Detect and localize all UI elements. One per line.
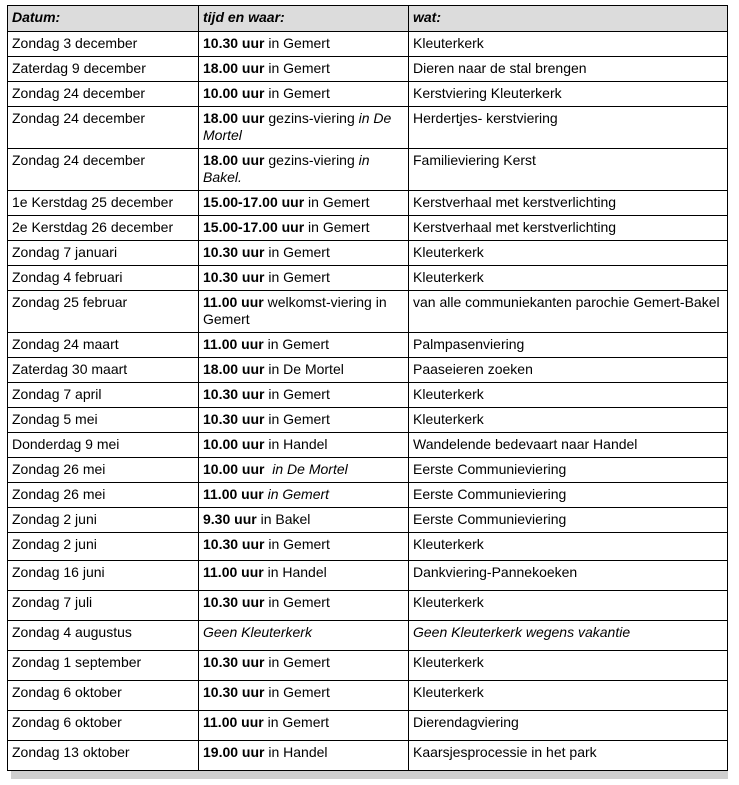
place-text: in Gemert	[263, 336, 330, 352]
table-row	[8, 241, 728, 266]
place-text: welkomst-viering in Gemert	[203, 294, 391, 327]
what-text: Kleuterkerk	[413, 269, 484, 285]
what-cell	[409, 681, 728, 711]
time-text: 18.00 uur	[203, 110, 265, 126]
time-place-cell	[199, 216, 409, 241]
what-cell	[409, 533, 728, 561]
what-text: Kerstverhaal met kerstverlichting	[413, 194, 617, 210]
place-text: in Gemert	[264, 411, 330, 427]
header-datum: Datum:	[8, 6, 199, 32]
place-text: gezins-viering	[264, 110, 359, 126]
what-cell	[409, 561, 728, 591]
table-row	[8, 483, 728, 508]
time-place-cell	[199, 651, 409, 681]
date-cell: Zaterdag 30 maart	[8, 358, 199, 383]
what-cell	[409, 383, 728, 408]
header-tijd-en-waar: tijd en waar:	[199, 6, 409, 32]
table-row	[8, 433, 728, 458]
what-cell	[409, 107, 728, 149]
time-text: 10.30 uur	[203, 411, 265, 427]
table-row	[8, 107, 728, 149]
time-text: 18.00 uur	[203, 152, 265, 168]
schedule-table	[7, 5, 728, 771]
table-row	[8, 591, 728, 621]
time-text: 18.00 uur	[203, 60, 265, 76]
table-row	[8, 383, 728, 408]
what-text: Palmpasenviering	[413, 336, 525, 352]
table-row	[8, 621, 728, 651]
place-italic-text: in De Mortel	[203, 110, 392, 143]
place-text: in Gemert	[304, 219, 370, 235]
what-text: Paaseieren zoeken	[413, 361, 533, 377]
table-row	[8, 291, 728, 333]
date-cell: Zondag 26 mei	[8, 483, 199, 508]
what-cell	[409, 651, 728, 681]
what-text: Eerste Communieviering	[413, 486, 567, 502]
time-place-cell	[199, 333, 409, 358]
place-text: in Gemert	[264, 85, 330, 101]
what-cell	[409, 333, 728, 358]
table-row	[8, 408, 728, 433]
table-row	[8, 32, 728, 57]
what-cell	[409, 711, 728, 741]
place-text: in Bakel	[256, 511, 311, 527]
date-cell: Zondag 1 september	[8, 651, 199, 681]
place-text: in Handel	[263, 564, 327, 580]
time-place-cell	[199, 408, 409, 433]
table-row	[8, 82, 728, 107]
what-cell	[409, 291, 728, 333]
what-cell	[409, 358, 728, 383]
place-text: in Gemert	[264, 684, 330, 700]
what-text: van alle communiekanten parochie Gemert-Bakel	[413, 294, 720, 310]
table-row	[8, 508, 728, 533]
time-text: 11.00 uur	[203, 714, 264, 730]
what-text: Kleuterkerk	[413, 244, 484, 260]
time-place-cell	[199, 591, 409, 621]
time-place-cell	[199, 433, 409, 458]
what-text: Dieren naar de stal brengen	[413, 60, 587, 76]
time-text: 15.00-17.00 uur	[203, 194, 305, 210]
time-place-cell	[199, 32, 409, 57]
what-text: Familieviering Kerst	[413, 152, 536, 168]
place-text: in Gemert	[264, 536, 330, 552]
time-place-cell	[199, 266, 409, 291]
what-cell	[409, 82, 728, 107]
table-row	[8, 681, 728, 711]
time-text: 10.30 uur	[203, 654, 265, 670]
table-row	[8, 191, 728, 216]
time-place-cell	[199, 458, 409, 483]
what-cell	[409, 32, 728, 57]
time-place-cell	[199, 741, 409, 771]
what-text: Kaarsjesprocessie in het park	[413, 744, 597, 760]
time-place-cell	[199, 358, 409, 383]
time-text: 10.00 uur	[203, 85, 265, 101]
header-wat: wat:	[409, 6, 728, 32]
time-text: 10.30 uur	[203, 594, 265, 610]
table-row	[8, 333, 728, 358]
what-text: Kerstverhaal met kerstverlichting	[413, 219, 617, 235]
time-place-cell	[199, 383, 409, 408]
header-row	[8, 6, 728, 32]
table-row	[8, 741, 728, 771]
what-text: Kleuterkerk	[413, 35, 484, 51]
what-cell	[409, 741, 728, 771]
what-cell	[409, 241, 728, 266]
table-row	[8, 149, 728, 191]
what-text: Kleuterkerk	[413, 684, 484, 700]
date-cell: 1e Kerstdag 25 december	[8, 191, 199, 216]
time-text: 11.00 uur	[203, 564, 264, 580]
table-row	[8, 458, 728, 483]
place-text: in Handel	[264, 436, 328, 452]
what-cell	[409, 191, 728, 216]
time-text: 11.00 uur	[203, 294, 264, 310]
place-text: gezins-viering	[264, 152, 359, 168]
time-text: 10.30 uur	[203, 35, 265, 51]
place-text: in Gemert	[264, 35, 330, 51]
place-italic-text: Geen Kleuterkerk	[203, 624, 312, 640]
what-cell	[409, 621, 728, 651]
date-cell: Zondag 7 juli	[8, 591, 199, 621]
date-cell: Zondag 26 mei	[8, 458, 199, 483]
what-cell	[409, 508, 728, 533]
what-text: Kerstviering Kleuterkerk	[413, 85, 562, 101]
time-place-cell	[199, 561, 409, 591]
date-cell: Zondag 24 maart	[8, 333, 199, 358]
time-place-cell	[199, 533, 409, 561]
date-cell: Zondag 2 juni	[8, 508, 199, 533]
date-cell: Zondag 13 oktober	[8, 741, 199, 771]
date-cell: Zondag 5 mei	[8, 408, 199, 433]
place-text: in Gemert	[264, 654, 330, 670]
table-row	[8, 533, 728, 561]
time-text: 10.30 uur	[203, 269, 265, 285]
time-place-cell	[199, 57, 409, 82]
time-text: 11.00 uur	[203, 486, 264, 502]
time-text: 10.00 uur	[203, 461, 265, 477]
time-place-cell	[199, 107, 409, 149]
table-row	[8, 711, 728, 741]
time-place-cell	[199, 508, 409, 533]
date-cell: Zondag 6 oktober	[8, 681, 199, 711]
what-text: Herdertjes- kerstviering	[413, 110, 558, 126]
date-cell: Zondag 4 augustus	[8, 621, 199, 651]
table-row	[8, 358, 728, 383]
place-text: in Gemert	[264, 60, 330, 76]
table-row	[8, 216, 728, 241]
what-text: Eerste Communieviering	[413, 511, 567, 527]
date-cell: Zondag 4 februari	[8, 266, 199, 291]
table-row	[8, 57, 728, 82]
time-text: 11.00 uur	[203, 336, 264, 352]
place-text: in Gemert	[264, 269, 330, 285]
place-text: in Gemert	[264, 594, 330, 610]
what-cell	[409, 458, 728, 483]
time-place-cell	[199, 711, 409, 741]
what-text: Eerste Communieviering	[413, 461, 567, 477]
time-text: 18.00 uur	[203, 361, 265, 377]
what-text: Dankviering-Pannekoeken	[413, 564, 578, 580]
what-text: Kleuterkerk	[413, 594, 484, 610]
table-row	[8, 651, 728, 681]
what-cell	[409, 408, 728, 433]
table-row	[8, 561, 728, 591]
place-text: in Gemert	[304, 194, 370, 210]
date-cell: Zondag 6 oktober	[8, 711, 199, 741]
date-cell: Zondag 7 januari	[8, 241, 199, 266]
what-italic-text: Geen Kleuterkerk wegens vakantie	[413, 624, 631, 640]
schedule-body	[8, 32, 728, 771]
time-text: 9.30 uur	[203, 511, 257, 527]
what-cell	[409, 433, 728, 458]
time-text: 10.30 uur	[203, 536, 265, 552]
time-text: 10.30 uur	[203, 684, 265, 700]
date-cell: Zondag 16 juni	[8, 561, 199, 591]
date-cell: Zondag 24 december	[8, 149, 199, 191]
time-place-cell	[199, 149, 409, 191]
date-cell: Zondag 25 februar	[8, 291, 199, 333]
time-text: 19.00 uur	[203, 744, 265, 760]
what-cell	[409, 266, 728, 291]
what-cell	[409, 591, 728, 621]
date-cell: Zondag 24 december	[8, 107, 199, 149]
what-text: Kleuterkerk	[413, 386, 484, 402]
time-place-cell	[199, 483, 409, 508]
table-row	[8, 266, 728, 291]
place-italic-text: in De Mortel	[272, 461, 348, 477]
what-text: Kleuterkerk	[413, 411, 484, 427]
time-place-cell	[199, 82, 409, 107]
date-cell: Zondag 24 december	[8, 82, 199, 107]
place-italic-text: in Bakel.	[203, 152, 370, 185]
time-place-cell	[199, 291, 409, 333]
time-text: 15.00-17.00 uur	[203, 219, 305, 235]
what-cell	[409, 149, 728, 191]
place-text: in Gemert	[263, 714, 330, 730]
time-place-cell	[199, 241, 409, 266]
place-text: in De Mortel	[264, 361, 344, 377]
time-place-cell	[199, 621, 409, 651]
what-cell	[409, 57, 728, 82]
date-cell: Zondag 3 december	[8, 32, 199, 57]
place-text: in Gemert	[264, 386, 330, 402]
what-text: Wandelende bedevaart naar Handel	[413, 436, 638, 452]
time-place-cell	[199, 191, 409, 216]
what-cell	[409, 216, 728, 241]
time-text: 10.00 uur	[203, 436, 265, 452]
date-cell: 2e Kerstdag 26 december	[8, 216, 199, 241]
time-text: 10.30 uur	[203, 244, 265, 260]
what-text: Kleuterkerk	[413, 654, 484, 670]
date-cell: Donderdag 9 mei	[8, 433, 199, 458]
time-text: 10.30 uur	[203, 386, 265, 402]
what-text: Dierendagviering	[413, 714, 519, 730]
date-cell: Zondag 2 juni	[8, 533, 199, 561]
what-cell	[409, 483, 728, 508]
place-text: in Handel	[264, 744, 328, 760]
time-place-cell	[199, 681, 409, 711]
place-italic-text: in Gemert	[267, 486, 330, 502]
what-text: Kleuterkerk	[413, 536, 484, 552]
place-text: in Gemert	[264, 244, 330, 260]
date-cell: Zaterdag 9 december	[8, 57, 199, 82]
date-cell: Zondag 7 april	[8, 383, 199, 408]
